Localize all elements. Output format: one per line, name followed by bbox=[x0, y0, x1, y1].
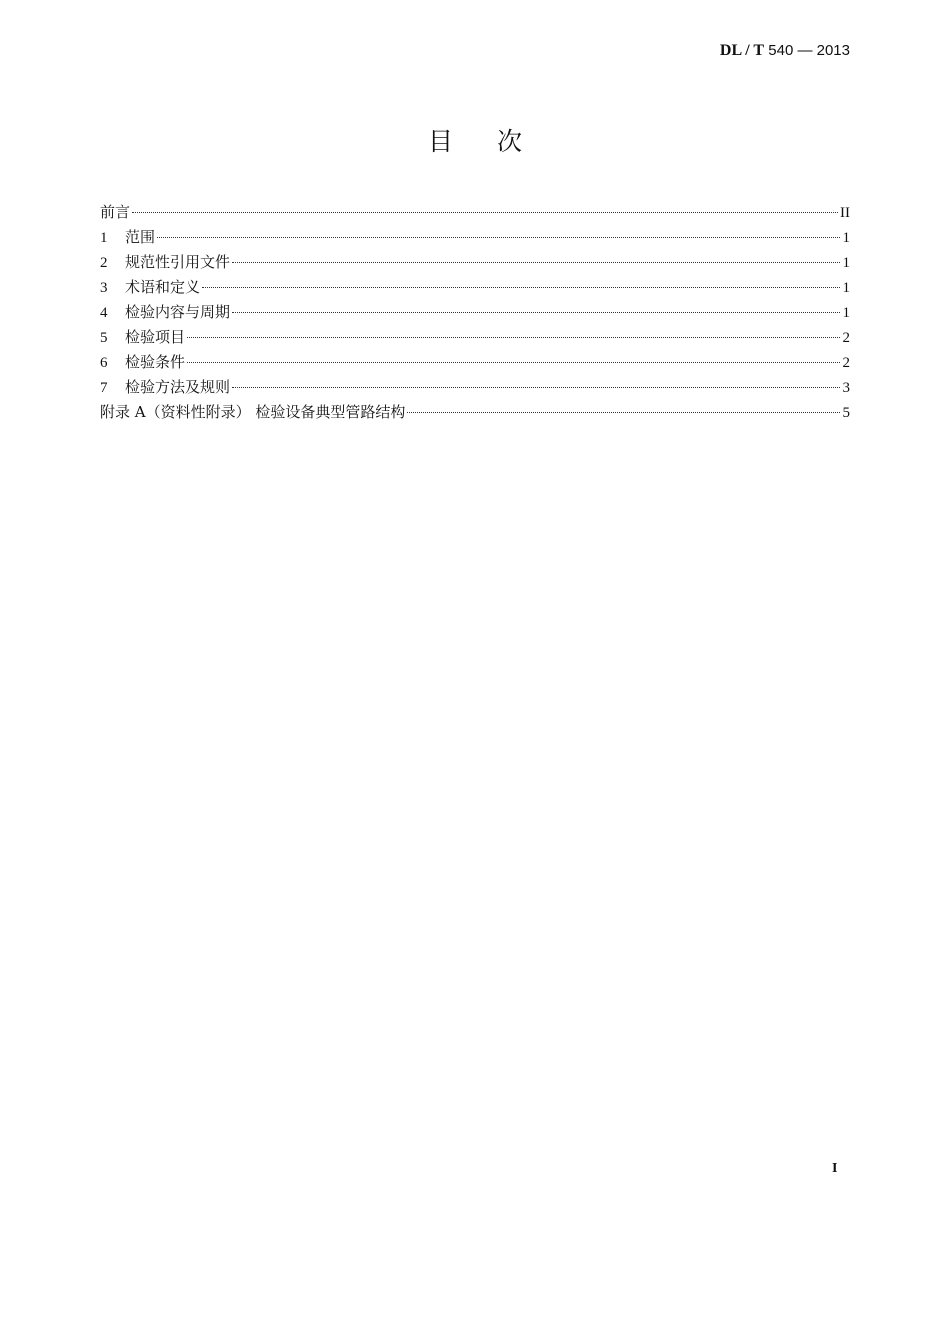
toc-entry-3[interactable] bbox=[100, 275, 850, 300]
standard-prefix: DL / T bbox=[719, 42, 765, 59]
toc-entry-page: 1 bbox=[842, 305, 850, 321]
toc-entry-text: 检验条件 bbox=[125, 353, 186, 371]
toc-entry-page: 2 bbox=[842, 355, 850, 371]
toc-entry-6[interactable] bbox=[100, 350, 850, 375]
toc-leader-dots bbox=[232, 386, 840, 388]
toc-entry-text: 附录 A（资料性附录） 检验设备典型管路结构 bbox=[100, 403, 406, 421]
toc-leader-dots bbox=[232, 311, 840, 313]
toc-entry-2[interactable] bbox=[100, 250, 850, 275]
standard-number: 540 — 2013 bbox=[764, 42, 850, 59]
toc-leader-dots bbox=[202, 286, 840, 288]
toc-leader-dots bbox=[407, 411, 840, 413]
toc-entry-7[interactable] bbox=[100, 375, 850, 400]
toc-leader-dots bbox=[232, 261, 840, 263]
toc-entry-5[interactable] bbox=[100, 325, 850, 350]
toc-entry-number: 7 bbox=[100, 380, 108, 396]
toc-entry-text: 规范性引用文件 bbox=[125, 253, 231, 271]
toc-leader-dots bbox=[132, 211, 838, 213]
toc-entry-page: II bbox=[840, 205, 850, 221]
toc-entry-text: 检验方法及规则 bbox=[125, 378, 231, 396]
toc-entry-number: 4 bbox=[100, 305, 108, 321]
toc-entry-page: 2 bbox=[842, 330, 850, 346]
toc-entry-number: 5 bbox=[100, 330, 108, 346]
page-number: I bbox=[832, 1161, 838, 1176]
toc-title: 目次 bbox=[427, 127, 566, 156]
toc-entry-page: 3 bbox=[842, 380, 850, 396]
toc-entry-text: 检验内容与周期 bbox=[125, 303, 231, 321]
standard-code bbox=[720, 42, 850, 60]
toc-leader-dots bbox=[157, 236, 840, 238]
toc-leader-dots bbox=[187, 361, 840, 363]
toc-leader-dots bbox=[187, 336, 840, 338]
toc-entry-page: 5 bbox=[842, 405, 850, 421]
toc-entry-page: 1 bbox=[842, 280, 850, 296]
toc-entry-page: 1 bbox=[842, 230, 850, 246]
toc-entry-text: 检验项目 bbox=[125, 328, 186, 346]
toc-entry-text: 前言 bbox=[100, 203, 131, 221]
toc-entry-number: 3 bbox=[100, 280, 108, 296]
toc-entry-number: 1 bbox=[100, 230, 108, 246]
toc-entry-preface[interactable] bbox=[100, 200, 850, 225]
toc-list bbox=[100, 200, 850, 425]
toc-entry-1[interactable] bbox=[100, 225, 850, 250]
toc-entry-page: 1 bbox=[842, 255, 850, 271]
toc-entry-number: 6 bbox=[100, 355, 108, 371]
toc-entry-4[interactable] bbox=[100, 300, 850, 325]
toc-entry-text: 术语和定义 bbox=[125, 278, 201, 296]
toc-entry-text: 范围 bbox=[125, 228, 156, 246]
toc-entry-appendix-a[interactable] bbox=[100, 400, 850, 425]
toc-entry-number: 2 bbox=[100, 255, 108, 271]
